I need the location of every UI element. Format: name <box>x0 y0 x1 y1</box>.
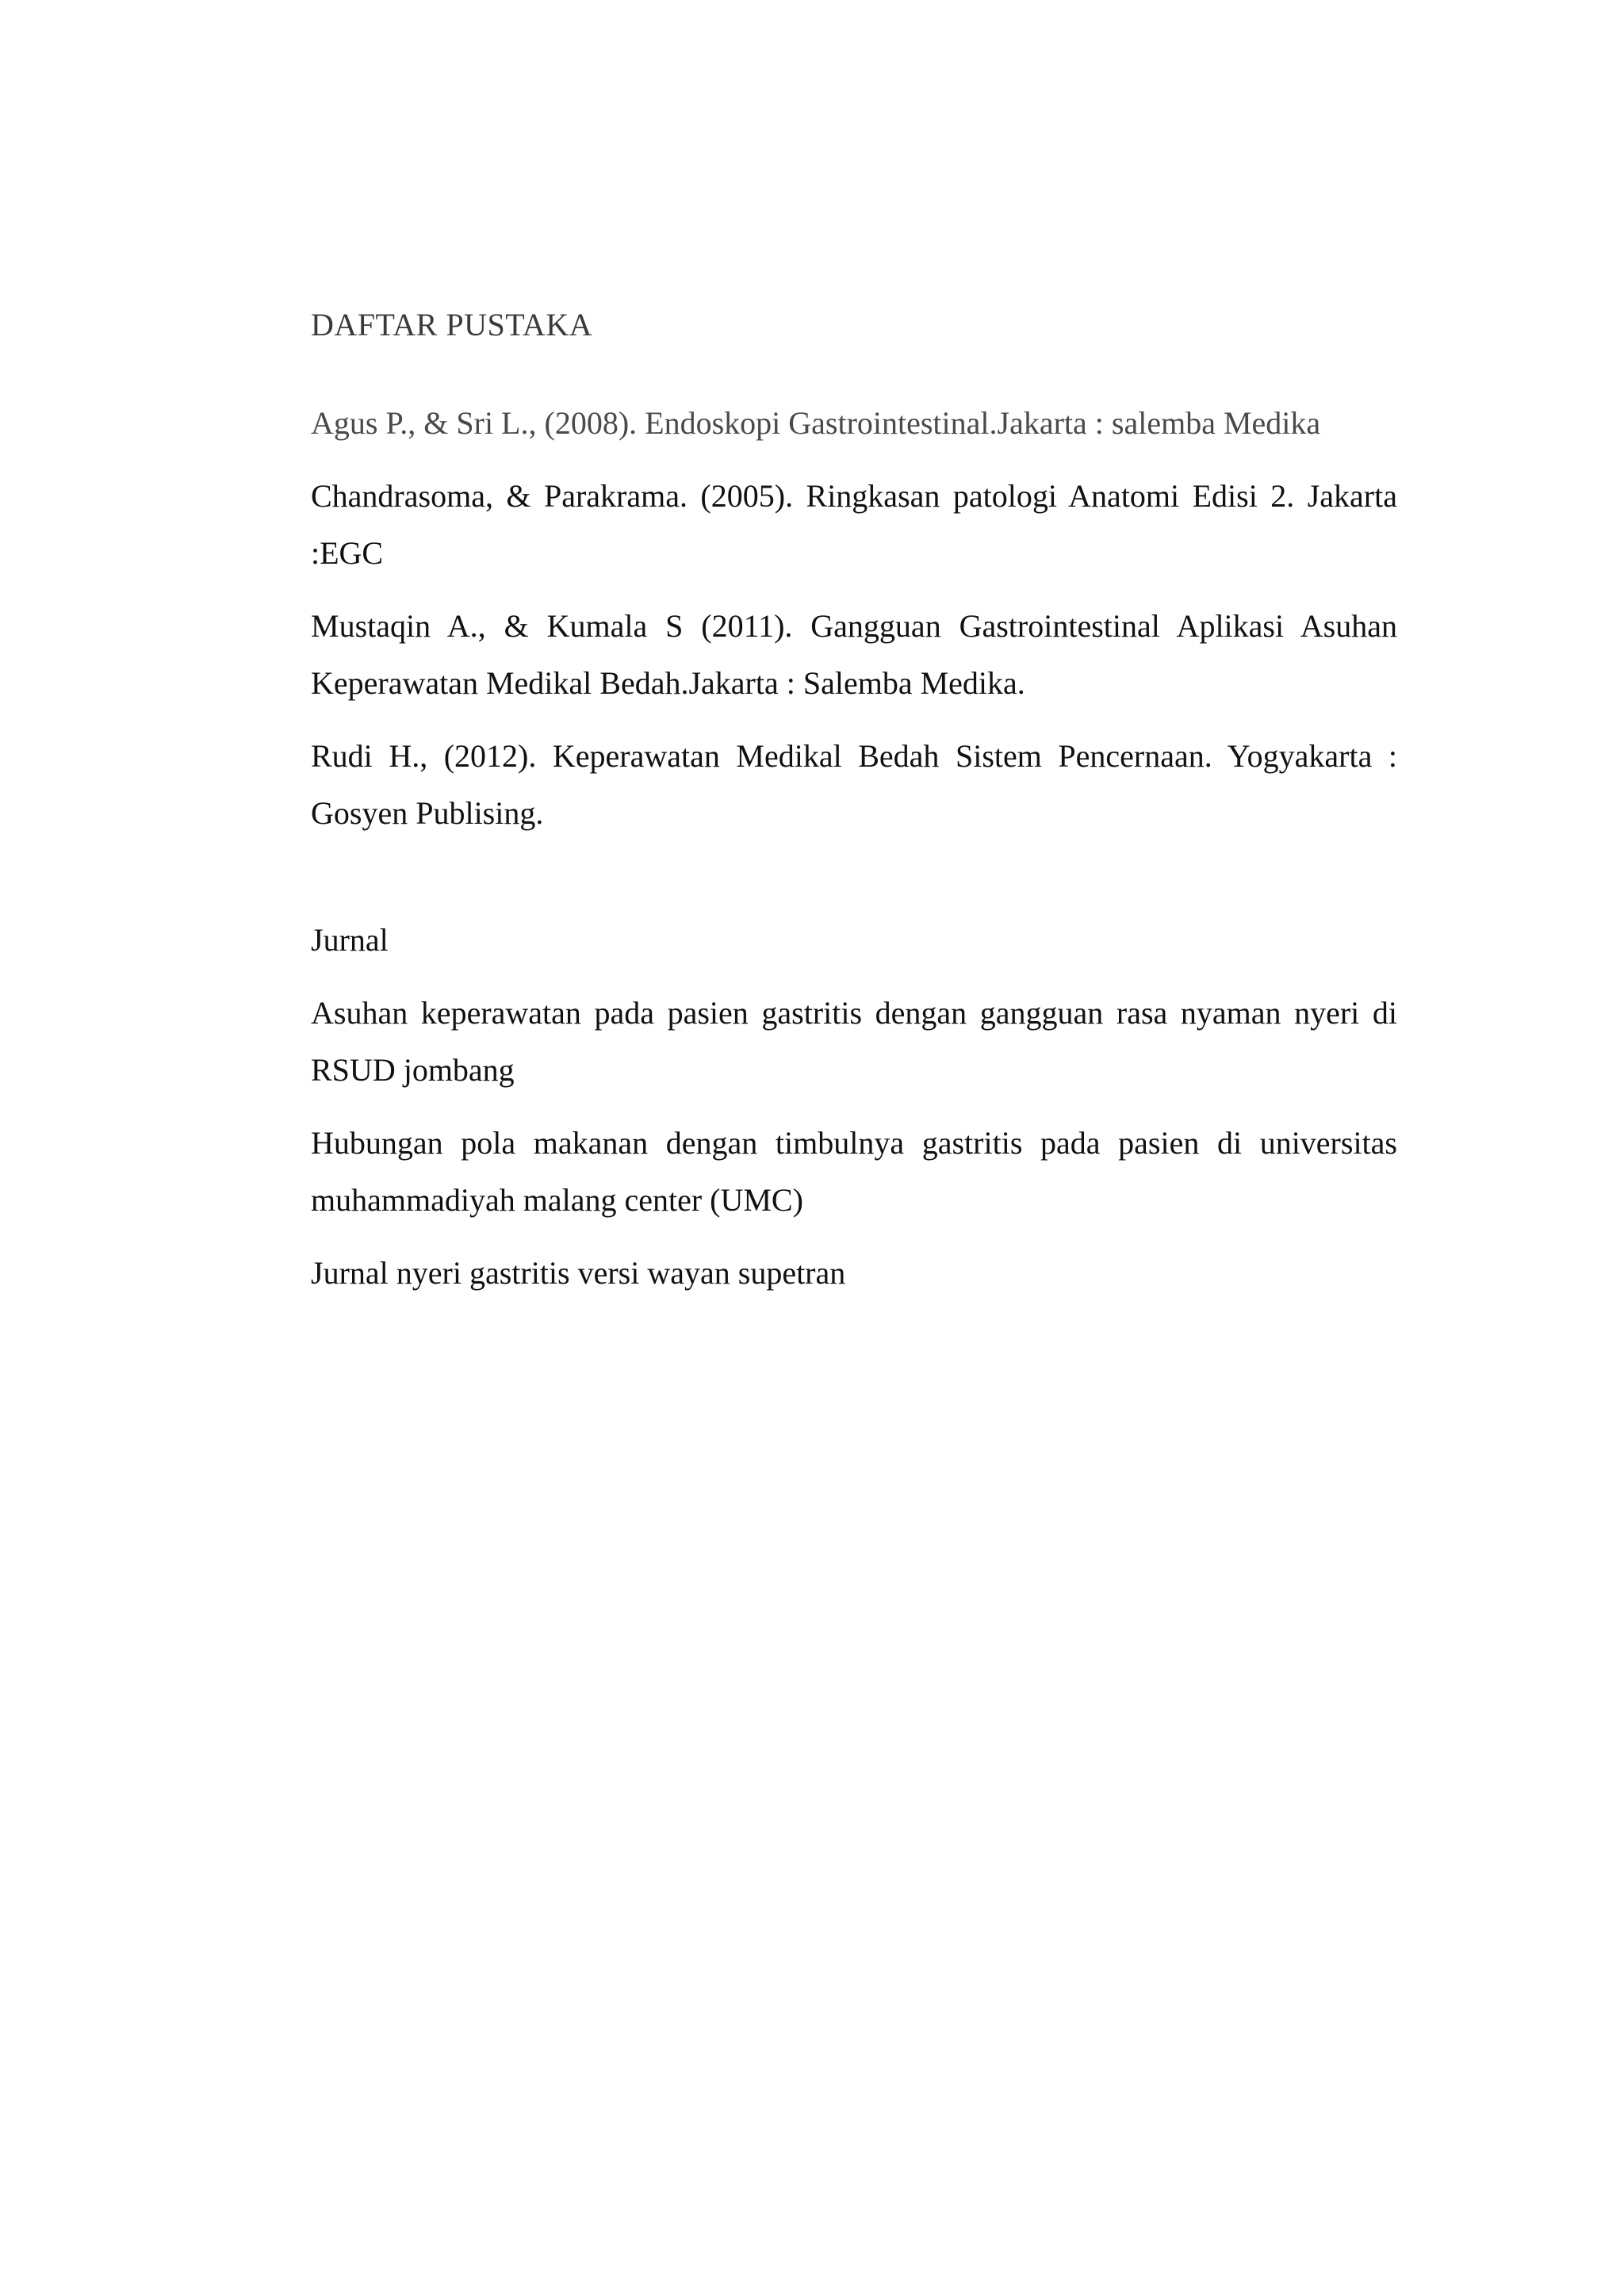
reference-list <box>311 395 1397 842</box>
reference-item: Mustaqin A., & Kumala S (2011). Gangguan Gastrointestinal Aplikasi Asuhan Keperawatan Medikal Bedah.Jakarta : Salemba Medika. <box>311 608 1397 701</box>
reference-item: Chandrasoma, & Parakrama. (2005). Ringkasan patologi Anatomi Edisi 2. Jakarta :EGC <box>311 478 1397 571</box>
reference-item: Rudi H., (2012). Keperawatan Medikal Bedah Sistem Pencernaan. Yogyakarta : Gosyen Publising. <box>311 738 1397 831</box>
page-title: DAFTAR PUSTAKA <box>311 307 593 342</box>
reference-item: Agus P., & Sri L., (2008). Endoskopi Gastrointestinal.Jakarta : salemba Medika <box>311 405 1321 441</box>
document-content <box>311 301 1397 1318</box>
jurnal-item: Hubungan pola makanan dengan timbulnya gastritis pada pasien di universitas muhammadiyah malang center (UMC) <box>311 1125 1397 1218</box>
jurnal-list <box>311 985 1397 1302</box>
jurnal-item: Jurnal nyeri gastritis versi wayan supetran <box>311 1255 846 1291</box>
jurnal-item: Asuhan keperawatan pada pasien gastritis dengan gangguan rasa nyaman nyeri di RSUD jombang <box>311 995 1397 1088</box>
jurnal-heading: Jurnal <box>311 922 389 958</box>
